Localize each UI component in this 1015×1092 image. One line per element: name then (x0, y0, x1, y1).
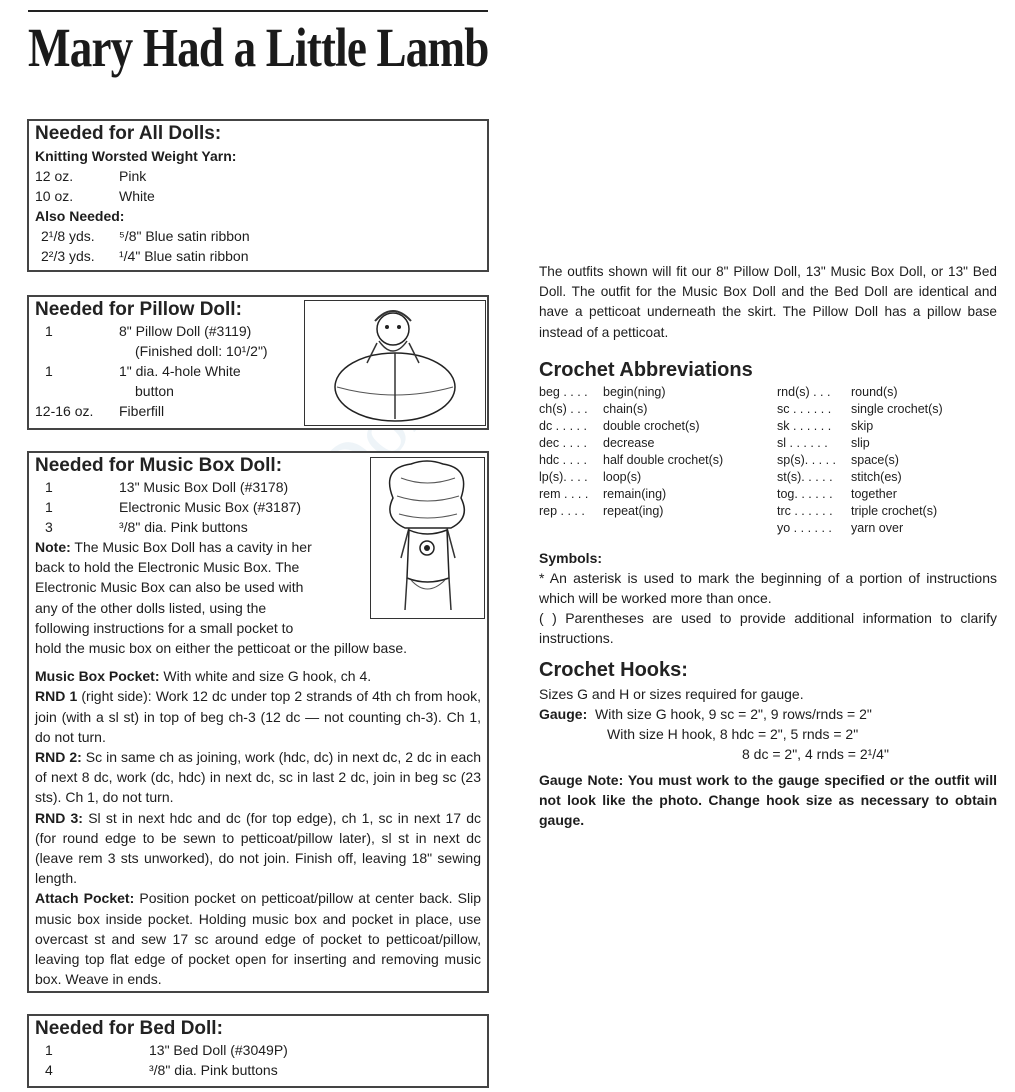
music-item: ³/8" dia. Pink buttons (119, 519, 248, 535)
yarn-row (35, 166, 481, 186)
also-row (35, 246, 481, 266)
right-column (539, 262, 997, 830)
bed-item-row (35, 1040, 481, 1060)
abbr-term: dc . . . . . (539, 418, 587, 433)
abbr-meaning: skip (851, 418, 874, 433)
hooks-sizes: Sizes G and H or sizes required for gauge. (539, 685, 804, 702)
abbr-term: rep . . . . (539, 503, 585, 518)
yarn-qty: 12 oz. (35, 168, 74, 184)
pillow-item: 8" Pillow Doll (#3119) (119, 323, 252, 339)
pocket-text: With white and size G hook, ch 4. (163, 668, 372, 685)
music-note (35, 537, 367, 638)
bed-qty: 1 (45, 1042, 53, 1058)
abbr-term: rem . . . . (539, 486, 589, 501)
pillow-qty: 12-16 oz. (35, 403, 94, 419)
note-line: back to hold the Electronic Music Box. The (35, 559, 300, 576)
abbr-term: yo . . . . . . (777, 520, 832, 535)
gauge-line (539, 704, 997, 724)
music-box-doll-illustration (370, 457, 485, 619)
rnd3-text: Sl st in next hdc and dc (for top edge), ch 1, sc in next 17 dc (for round edge to be sewn to petticoat/pillow later), sl st in next dc (leave rem 3 sts unworked), do not join. Finish off, leaving 18" sewing length. (35, 809, 482, 887)
yarn-row (35, 186, 481, 206)
music-qty: 1 (45, 499, 53, 515)
note-line: following instructions for a small pocket to (35, 619, 294, 636)
also-needed-heading: Also Needed: (35, 208, 125, 224)
abbr-term: trc . . . . . . (777, 503, 833, 518)
page-title: Mary Had a Little Lamb (28, 17, 489, 78)
pillow-doll-heading: Needed for Pillow Doll: (35, 299, 242, 320)
abbr-term: tog. . . . . . (777, 486, 833, 501)
bed-item: 13" Bed Doll (#3049P) (149, 1042, 288, 1058)
pillow-qty: 1 (45, 323, 53, 339)
abbreviations-left (539, 384, 769, 520)
intro-text: The outfits shown will fit our 8" Pillow Doll, 13" Music Box Doll, or 13" Bed Doll. The outfit for the Music Box Doll and the Bed Doll are identical and have a petticoat underneath the skirt. The Pillow Doll has a pillow base instead of a petticoat. (539, 264, 997, 340)
abbr-row (539, 503, 769, 520)
note-line: The Music Box Doll has a cavity in her (74, 539, 312, 555)
pillow-doll-illustration (304, 300, 486, 426)
abbr-term: hdc . . . . (539, 452, 587, 467)
abbr-meaning: chain(s) (603, 401, 648, 416)
abbr-meaning: remain(ing) (603, 486, 667, 501)
bed-item-row (35, 1060, 481, 1080)
pillow-doll-drawing (305, 301, 485, 425)
abbr-meaning: slip (851, 435, 870, 450)
abbr-meaning: stitch(es) (851, 469, 902, 484)
gauge-label: Gauge: (539, 705, 588, 722)
music-qty: 3 (45, 519, 53, 535)
abbr-row (777, 401, 997, 418)
abbr-meaning: single crochet(s) (851, 401, 943, 416)
abbr-row (539, 452, 769, 469)
abbr-meaning: double crochet(s) (603, 418, 700, 433)
rnd3-label: RND 3: (35, 809, 83, 826)
abbr-row (777, 418, 997, 435)
abbr-term: ch(s) . . . (539, 401, 588, 416)
pillow-item: (Finished doll: 10¹/2") (135, 343, 268, 359)
yarn-qty: 10 oz. (35, 188, 74, 204)
pillow-item: 1" dia. 4-hole White (119, 363, 241, 379)
abbr-term: sp(s). . . . . (777, 452, 837, 467)
abbr-meaning: decrease (603, 435, 655, 450)
abbr-term: sk . . . . . . (777, 418, 832, 433)
gauge-dc: 8 dc = 2", 4 rnds = 2¹/4" (742, 745, 889, 762)
abbr-term: sl . . . . . . (777, 435, 828, 450)
music-box-doll-drawing (371, 458, 484, 618)
pocket-label: Music Box Pocket: (35, 668, 160, 685)
abbreviations-heading: Crochet Abbreviations (539, 358, 753, 381)
pillow-item: button (135, 383, 174, 399)
abbr-term: beg . . . . (539, 384, 588, 399)
rnd2-text: Sc in same ch as joining, work (hdc, dc) in next dc, 2 dc in each of next 8 dc, work (dc, hdc) in next dc, sc in last 2 dc, join in beg sc (23 sts). Ch 1, do not turn. (35, 749, 482, 806)
abbr-term: sc . . . . . . (777, 401, 832, 416)
abbr-term: rnd(s) . . . (777, 384, 831, 399)
symbols-parens: ( ) Parentheses are used to provide additional information to clarify instructions. (539, 610, 997, 647)
gauge-g: With size G hook, 9 sc = 2", 9 rows/rnds = 2" (595, 705, 872, 722)
abbr-row (539, 469, 769, 486)
music-item: Electronic Music Box (#3187) (119, 499, 302, 515)
note-line: Electronic Music Box can also be used with (35, 579, 304, 596)
note-label: Note: (35, 539, 71, 555)
abbr-row (539, 486, 769, 503)
yarn-color: Pink (119, 168, 147, 184)
all-dolls-heading: Needed for All Dolls: (35, 123, 222, 144)
gauge-h: With size H hook, 8 hdc = 2", 5 rnds = 2" (607, 725, 859, 742)
abbreviations-right (777, 384, 997, 537)
abbr-row (777, 469, 997, 486)
also-item: ¹/4" Blue satin ribbon (119, 248, 249, 264)
abbr-meaning: triple crochet(s) (851, 503, 938, 518)
gauge-note (539, 770, 997, 831)
bed-doll-box (27, 1014, 489, 1088)
title-rule (28, 10, 488, 12)
rnd1-label: RND 1 (35, 688, 78, 705)
rnd2-label: RND 2: (35, 749, 82, 766)
abbr-row (539, 401, 769, 418)
bed-item: ³/8" dia. Pink buttons (149, 1062, 278, 1078)
abbr-row (777, 486, 997, 503)
attach-text: Position pocket on petticoat/pillow at center back. Slip music box inside pocket. Holding music box and pocket in place, use overcast st and sew 17 sc around edge of pocket to petticoat/pillow, leaving top flat edge of pocket open for inserting and removing music box. Weave in ends. (35, 890, 482, 988)
hooks-heading: Crochet Hooks: (539, 658, 688, 681)
abbr-meaning: begin(ning) (603, 384, 666, 399)
rnd1-text: (right side): Work 12 dc under top 2 strands of 4th ch from hook, join (with a sl st) in top of beg ch-3 (12 dc — not counting ch-3). Ch 1, do not turn. (35, 688, 481, 745)
music-item: 13" Music Box Doll (#3178) (119, 479, 289, 495)
music-box-heading: Needed for Music Box Doll: (35, 455, 283, 476)
abbr-row (777, 452, 997, 469)
abbr-meaning: space(s) (851, 452, 899, 467)
bed-doll-heading: Needed for Bed Doll: (35, 1018, 223, 1039)
abbr-meaning: round(s) (851, 384, 898, 399)
also-item: ⁵/8" Blue satin ribbon (119, 228, 250, 244)
abbr-row (777, 384, 997, 401)
yarn-color: White (119, 188, 155, 204)
abbr-meaning: yarn over (851, 520, 904, 535)
abbr-meaning: loop(s) (603, 469, 642, 484)
symbols-asterisk: * An asterisk is used to mark the beginning of a portion of instructions which will be worked more than once. (539, 569, 997, 607)
pocket-instructions (35, 666, 481, 989)
bed-qty: 4 (45, 1062, 53, 1078)
yarn-heading: Knitting Worsted Weight Yarn: (35, 148, 237, 164)
abbreviations-table (539, 384, 997, 540)
pillow-item: Fiberfill (119, 403, 165, 419)
abbr-meaning: together (851, 486, 897, 501)
abbr-term: st(s). . . . . (777, 469, 833, 484)
gauge-note-text: You must work to the gauge specified or the outfit will not look like the photo. Change hook size as necessary to obtain gauge. (539, 771, 997, 829)
attach-label: Attach Pocket: (35, 890, 135, 907)
symbols-heading: Symbols: (539, 549, 603, 566)
note-line: any of the other dolls listed, using the (35, 599, 267, 616)
pillow-qty: 1 (45, 363, 53, 379)
abbr-meaning: half double crochet(s) (603, 452, 724, 467)
abbr-meaning: repeat(ing) (603, 503, 664, 518)
abbr-term: lp(s). . . . (539, 469, 588, 484)
gauge-note-label: Gauge Note: (539, 771, 624, 788)
abbr-row (777, 435, 997, 452)
abbr-row (539, 418, 769, 435)
abbr-term: dec . . . . (539, 435, 587, 450)
also-qty: 2²/3 yds. (41, 248, 95, 264)
abbr-row (539, 435, 769, 452)
also-row (35, 226, 481, 246)
note-last-line: hold the music box on either the petticoat or the pillow base. (35, 640, 407, 657)
music-qty: 1 (45, 479, 53, 495)
abbr-row (777, 503, 997, 520)
abbr-row (539, 384, 769, 401)
abbr-row (777, 520, 997, 537)
also-qty: 2¹/8 yds. (41, 228, 95, 244)
all-dolls-box (27, 119, 489, 272)
